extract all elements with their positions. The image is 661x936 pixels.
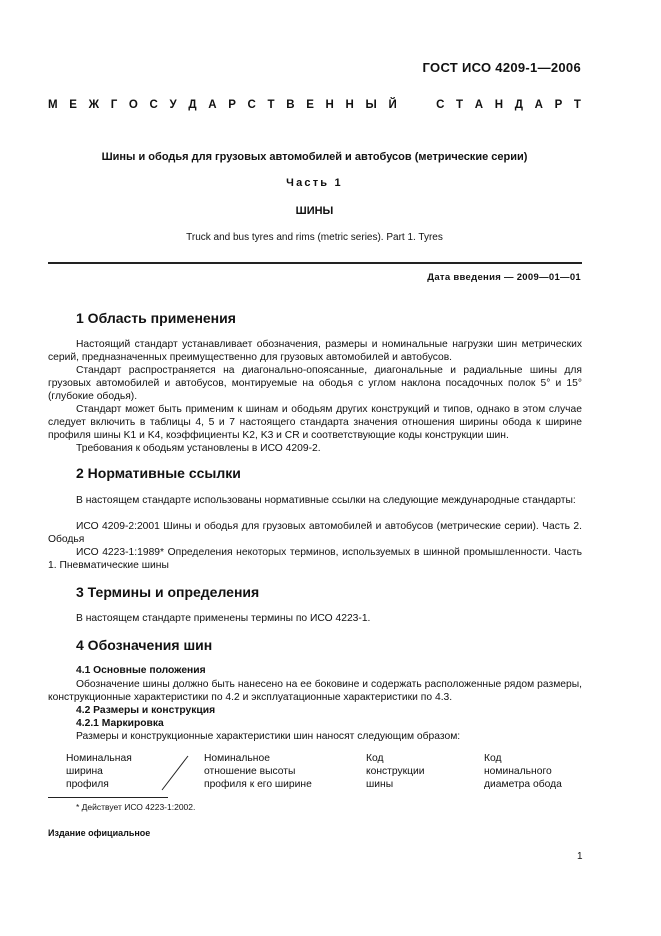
banner-word2-letter: А: [474, 99, 484, 111]
banner-word2-letter: Н: [494, 99, 504, 111]
subsection-4-2-heading: 4.2 Размеры и конструкция: [76, 705, 216, 716]
section-1-paragraph-4: Требования к ободьям установлены в ИСО 4209-2.: [76, 443, 321, 454]
section-1-paragraph-1: Настоящий стандарт устанавливает обозначения, размеры и номинальные нагрузки шин метрических серий, предназначенных преимущественно для грузовых автомобилей и автобусов.: [48, 339, 582, 364]
banner-word1-letter: Е: [306, 99, 314, 111]
section-1-paragraph-2: Стандарт распространяется на диагонально-опоясанные, диагональные и радиальные шины для грузовых автомобилей и автобусов, монтируемые на ободья с углом наклона посадочных полок 5° и 15° (глубокие ободья).: [48, 365, 582, 403]
banner-word1-letter: Е: [69, 99, 77, 111]
section-4-heading: 4 Обозначения шин: [76, 637, 213, 653]
section-3-heading: 3 Термины и определения: [76, 584, 260, 600]
banner-word2-letter: Д: [514, 99, 523, 111]
subsection-4-1-heading: 4.1 Основные положения: [76, 665, 206, 676]
section-2-reference-1: ИСО 4209-2:2001 Шины и ободья для грузовых автомобилей и автобусов (метрические серии). Часть 2. Ободья: [48, 521, 582, 546]
marking-intro: Размеры и конструкционные характеристики шин наносят следующим образом:: [76, 731, 461, 742]
section-4-1-paragraph: Обозначение шины должно быть нанесено на ее боковине и содержать расположенные рядом размеры, конструкционные характеристики по 4.2 и эксплуатационные характеристики по 4.3.: [48, 679, 582, 704]
subsection-4-2-1-heading: 4.2.1 Маркировка: [76, 718, 164, 729]
part-label: Часть 1: [286, 177, 343, 189]
banner-word1-letter: С: [247, 99, 256, 111]
banner-word1-letter: У: [169, 99, 177, 111]
marking-column-aspect-ratio: Номинальное отношение высоты профиля к его ширине: [204, 753, 312, 791]
subject-title: ШИНЫ: [295, 205, 334, 217]
banner-word2-letter: С: [436, 99, 445, 111]
banner-word1-letter: С: [149, 99, 158, 111]
section-2-paragraph-1: В настоящем стандарте использованы нормативные ссылки на следующие международные стандарты:: [76, 495, 576, 506]
standard-id: ГОСТ ИСО 4209-1—2006: [422, 60, 581, 75]
banner-word1-letter: О: [128, 99, 138, 111]
banner-word1-letter: А: [208, 99, 217, 111]
english-title: Truck and bus tyres and rims (metric series). Part 1. Tyres: [186, 232, 443, 243]
page-number: 1: [577, 851, 583, 862]
banner-word1-letter: Ж: [88, 99, 100, 111]
banner-word1-letter: Й: [388, 99, 397, 111]
banner-word2-letter: Т: [456, 99, 464, 111]
banner-word1-letter: М: [48, 99, 58, 111]
introduction-date: Дата введения — 2009—01—01: [427, 272, 581, 283]
banner-word1-letter: Р: [228, 99, 236, 111]
banner-word1-letter: В: [286, 99, 295, 111]
section-2-heading: 2 Нормативные ссылки: [76, 465, 241, 481]
banner-word1-letter: Ы: [365, 99, 377, 111]
interstate-standard-banner: [48, 99, 581, 111]
banner-word1-letter: Н: [325, 99, 334, 111]
section-2-reference-2: ИСО 4223-1:1989* Определения некоторых терминов, используемых в шинной промышленности. Часть 1. Пневматические шины: [48, 547, 582, 572]
document-title: Шины и ободья для грузовых автомобилей и автобусов (метрические серии): [101, 151, 528, 163]
separator-slash: [158, 752, 192, 794]
edition-label: Издание официальное: [48, 828, 151, 838]
banner-word-gap: [408, 99, 424, 111]
marking-column-construction-code: Код конструкции шины: [366, 753, 425, 791]
title-divider: [48, 262, 582, 264]
banner-word2-letter: А: [534, 99, 543, 111]
banner-word2-letter: Р: [554, 99, 563, 111]
section-1-heading: 1 Область применения: [76, 310, 236, 326]
banner-word2-letter: Т: [573, 99, 581, 111]
marking-column-width: Номинальная ширина профиля: [66, 753, 132, 791]
footnote: * Действует ИСО 4223-1:2002.: [76, 802, 196, 812]
section-3-paragraph-1: В настоящем стандарте применены термины по ИСО 4223-1.: [76, 613, 371, 624]
footnote-divider: [48, 797, 168, 798]
banner-word1-letter: Т: [267, 99, 275, 111]
marking-column-rim-diameter-code: Код номинального диаметра обода: [484, 753, 562, 791]
section-1-paragraph-3: Стандарт может быть применим к шинам и ободьям других конструкций и типов, однако в этом случае следует включить в таблицы 4, 5 и 7 настоящего стандарта значения отношения ширины обода к ширине профиля шины K1 и K4, коэффициенты K2, K3 и CR и соответствующие коды конструкции шин.: [48, 404, 582, 442]
banner-word1-letter: Г: [110, 99, 118, 111]
banner-word1-letter: Д: [188, 99, 197, 111]
banner-word1-letter: Н: [345, 99, 354, 111]
